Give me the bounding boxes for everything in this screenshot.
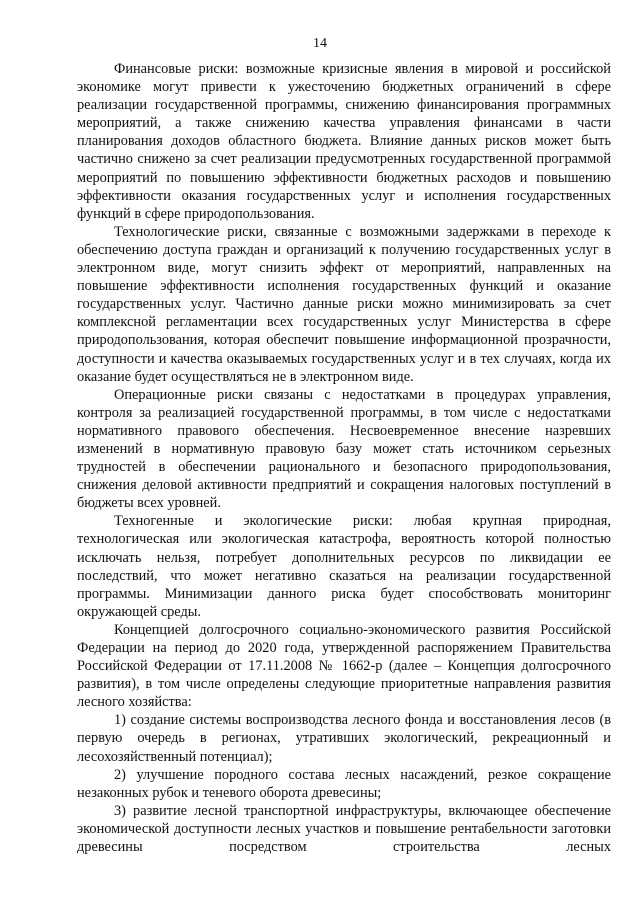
- page-number: 14: [313, 36, 327, 51]
- list-item-3: 3) развитие лесной транспортной инфраструктуры, включающее обеспечение экономической доступности лесных участков и повышение рентабельности заготовки древесины посредством строительства лесных: [77, 802, 611, 856]
- paragraph-operational-risks: Операционные риски связаны с недостатками в процедурах управления, контроля за реализацией государственной программы, в том числе с недостатками нормативного правового обеспечения. Несвоевременное внесение назревших изменений в нормативную правовую базу может стать источником серьезных трудностей в обеспечении рационального и безопасного природопользования, снижения деловой активности предприятий и сокращения налоговых поступлений в бюджеты всех уровней.: [77, 386, 611, 512]
- list-item-1: 1) создание системы воспроизводства лесного фонда и восстановления лесов (в первую очередь в регионах, утративших экологический, рекреационный и лесохозяйственный потенциал);: [77, 712, 611, 765]
- page-body: [77, 60, 611, 856]
- list-item-2: 2) улучшение породного состава лесных насаждений, резкое сокращение незаконных рубок и теневого оборота древесины;: [77, 766, 611, 801]
- paragraph-technogenic-ecological-risks: Техногенные и экологические риски: любая крупная природная, технологическая или экологическая катастрофа, вероятность которой полностью исключать нельзя, потребует дополнительных ресурсов по ликвидации ее последствий, что может негативно сказаться на реализации государственной программы. Минимизации данного риска будет способствовать мониторинг окружающей среды.: [77, 513, 611, 620]
- paragraph-technological-risks: Технологические риски, связанные с возможными задержками в переходе к обеспечению доступа граждан и организаций к получению государственных услуг в электронном виде, могут снизить эффект от мероприятий, направленных на повышение эффективности исполнения государственных функций и оказание государственных услуг. Частично данные риски можно минимизировать за счет комплексной регламентации всех государственных услуг Министерства в сфере природопользования, которая обеспечит повышение информационной прозрачности, доступности и качества оказываемых государственных услуг и в тех случаях, когда их оказание будет осуществляться не в электронном виде.: [77, 223, 611, 385]
- paragraph-development-concept: Концепцией долгосрочного социально-экономического развития Российской Федерации на период до 2020 года, утвержденной распоряжением Правительства Российской Федерации от 17.11.2008 № 1662-р (далее – Концепция долгосрочного развития), в том числе определены следующие приоритетные направления развития лесного хозяйства:: [77, 621, 611, 711]
- paragraph-financial-risks: Финансовые риски: возможные кризисные явления в мировой и российской экономике могут привести к ужесточению бюджетных ограничений в сфере реализации государственной программы, снижению финансирования программных мероприятий, а также снижению качества управления финансами в части планирования доходов областного бюджета. Влияние данных рисков может быть частично снижено за счет реализации предусмотренных государственной программой мероприятий по повышению эффективности бюджетных расходов и повышению эффективности оказания государственных услуг и исполнения государственных функций в сфере природопользования.: [77, 61, 611, 222]
